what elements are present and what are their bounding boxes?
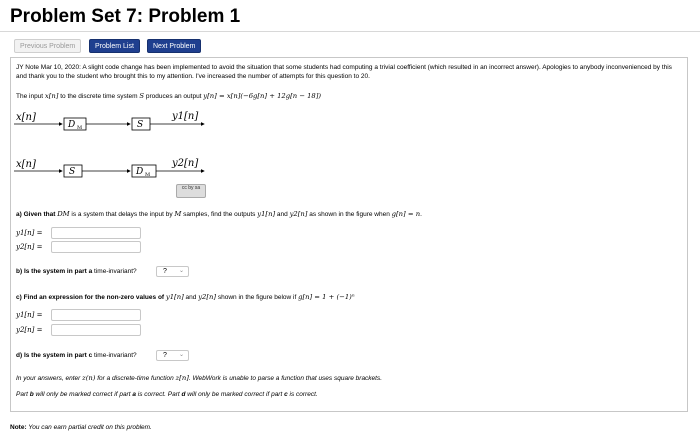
- cc-license-badge: cc by sa: [176, 184, 206, 198]
- system-description: The input x[n] to the discrete time system S produces an output y[n] = x[n](−6g[n] + 12g[n − 18]): [16, 92, 322, 100]
- part-d-question: d) Is the system in part c time-invariant?: [16, 352, 137, 359]
- row2-input-label: x[n]: [16, 159, 36, 170]
- part-d-select[interactable]: ? ⌄: [156, 350, 189, 361]
- page-title: Problem Set 7: Problem 1: [10, 6, 241, 27]
- instructions-line-1: In your answers, enter z(n) for a discrete-time function z[n]. WebWork is unable to parse a function that uses square brackets.: [16, 374, 383, 382]
- problem-list-button[interactable]: Problem List: [89, 39, 140, 53]
- chevron-down-icon: ⌄: [178, 268, 184, 274]
- previous-problem-button[interactable]: Previous Problem: [14, 39, 81, 53]
- part-a-y2-label: y2[n] =: [16, 243, 43, 251]
- part-c-y2-label: y2[n] =: [16, 326, 43, 334]
- partial-credit-note: Note: You can earn partial credit on this problem.: [10, 424, 152, 431]
- part-a-question: a) Given that DM is a system that delays the input by M samples, find the outputs y1[n] and y2[n] as shown in the figure when g[n] = n.: [16, 210, 422, 218]
- row2-delay-sub: M: [145, 172, 151, 178]
- row1-output-label: y1[n]: [172, 111, 199, 122]
- part-c-question: c) Find an expression for the non-zero values of y1[n] and y2[n] shown in the figure below if g[n] = 1 + (−1)ⁿ: [16, 293, 355, 301]
- divider: [0, 31, 700, 32]
- row2-delay-label: D: [136, 167, 144, 177]
- part-b-select[interactable]: ? ⌄: [156, 266, 189, 277]
- chevron-down-icon: ⌄: [178, 352, 184, 358]
- part-a-y2-input[interactable]: [51, 241, 141, 253]
- row1-delay-sub: M: [77, 125, 83, 131]
- part-b-question: b) Is the system in part a time-invariant?: [16, 268, 137, 275]
- row2-system-label: S: [69, 167, 76, 177]
- row1-delay-label: D: [68, 120, 76, 130]
- part-c-y2-input[interactable]: [51, 324, 141, 336]
- block-diagram: [12, 108, 212, 188]
- part-c-y1-label: y1[n] =: [16, 311, 43, 319]
- instructor-note: JY Note Mar 10, 2020: A slight code change has been implemented to avoid the situation that some students had computing a trivial coefficient (which resulted in an incorrect answer). Apologies to anybody inconvenienced by this and thank you to the student who brought this to my attention. I've increased the number of attempts for this question to 20.: [16, 64, 672, 80]
- instructions-line-2: Part b will only be marked correct if part a is correct. Part d will only be marked correct if part c is correct.: [16, 391, 318, 398]
- row2-output-label: y2[n]: [172, 158, 199, 169]
- part-a-y1-label: y1[n] =: [16, 229, 43, 237]
- part-a-y1-input[interactable]: [51, 227, 141, 239]
- part-c-y1-input[interactable]: [51, 309, 141, 321]
- next-problem-button[interactable]: Next Problem: [147, 39, 201, 53]
- row1-system-label: S: [137, 120, 144, 130]
- row1-input-label: x[n]: [16, 112, 36, 123]
